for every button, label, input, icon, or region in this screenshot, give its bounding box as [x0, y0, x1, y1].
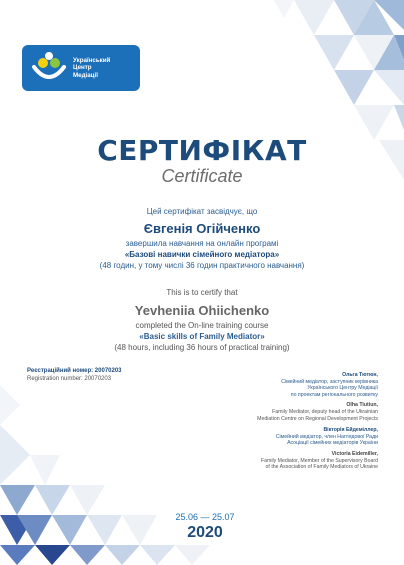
en-text-block	[0, 287, 404, 353]
signer-2-name-en: Victoria Eidemiller,	[331, 450, 378, 457]
signer-1-role-ua-line: Сімейний медіатор, заступник керівника	[281, 378, 378, 385]
registration-number	[27, 367, 122, 383]
ua-recipient-name: Євгенія Огійченко	[143, 221, 261, 236]
en-hours: (48 hours, including 36 hours of practical training)	[114, 343, 290, 352]
course-year: 2020	[187, 524, 223, 541]
logo-text	[73, 57, 110, 79]
ua-text-block	[0, 206, 404, 271]
registration-number-en: Registration number: 20070203	[27, 376, 112, 382]
signer-2-name-ua: Вікторія Ейдеміллер,	[323, 427, 378, 434]
en-program-name: «Basic skills of Family Mediator»	[139, 332, 265, 341]
logo-line-3: Медіації	[73, 71, 98, 79]
logo-line-1: Український	[73, 56, 111, 64]
ukrainian-mediation-centre-logo	[22, 45, 140, 91]
signer-2-role-en-line: of the Association of Family Mediators of Ukraine	[265, 464, 378, 471]
signatories	[158, 372, 378, 475]
en-intro: This is to certify that	[166, 288, 238, 297]
signer-ua-2	[158, 427, 378, 447]
signer-1-role-ua-line: по проектам регіонального розвитку	[290, 391, 378, 398]
signer-2-role-ua-line: Асоціації сімейних медіаторів України	[287, 440, 378, 447]
en-recipient-name: Yevheniia Ohiichenko	[134, 303, 270, 318]
course-dates: 25.06 — 25.07	[175, 512, 235, 522]
logo-line-2: Центр	[73, 64, 92, 72]
certificate-subtitle: Certificate	[161, 166, 243, 186]
signer-en-2	[158, 451, 378, 471]
ua-completed-text: завершила навчання на онлайн програмі	[125, 239, 279, 248]
ua-program-name: «Базові навички сімейного медіатора»	[124, 250, 280, 259]
ua-intro: Цей сертифікат засвідчує, що	[146, 207, 258, 216]
en-completed-text: completed the On-line training course	[135, 321, 269, 330]
signer-en-1	[158, 402, 378, 422]
signer-1-name-ua: Ольга Тютюн,	[342, 372, 378, 378]
signer-1-role-en-line: Mediation Centre on Regional Development Projects	[257, 415, 378, 422]
logo-mark-icon	[28, 47, 70, 89]
certificate-title: СЕРТИФІКАТ	[97, 134, 307, 167]
signer-1-role-en-line: Family Mediator, deputy head of the Ukrainian	[272, 408, 378, 415]
signer-2-role-en-line: Family Mediator, Member of the Supervisory Board	[260, 457, 378, 464]
ua-hours: (48 годин, у тому числі 36 годин практичного навчання)	[99, 261, 305, 270]
registration-number-ua: Реєстраційний номер: 20070203	[27, 368, 122, 374]
signer-1-name-en: Olha Tiutiun,	[346, 402, 378, 409]
signer-2-role-ua-line: Сімейний медіатор, член Наглядової Ради	[275, 433, 378, 440]
signer-1-role-ua-line: Українського Центру Медіації	[307, 385, 378, 392]
signer-ua-1	[158, 372, 378, 398]
